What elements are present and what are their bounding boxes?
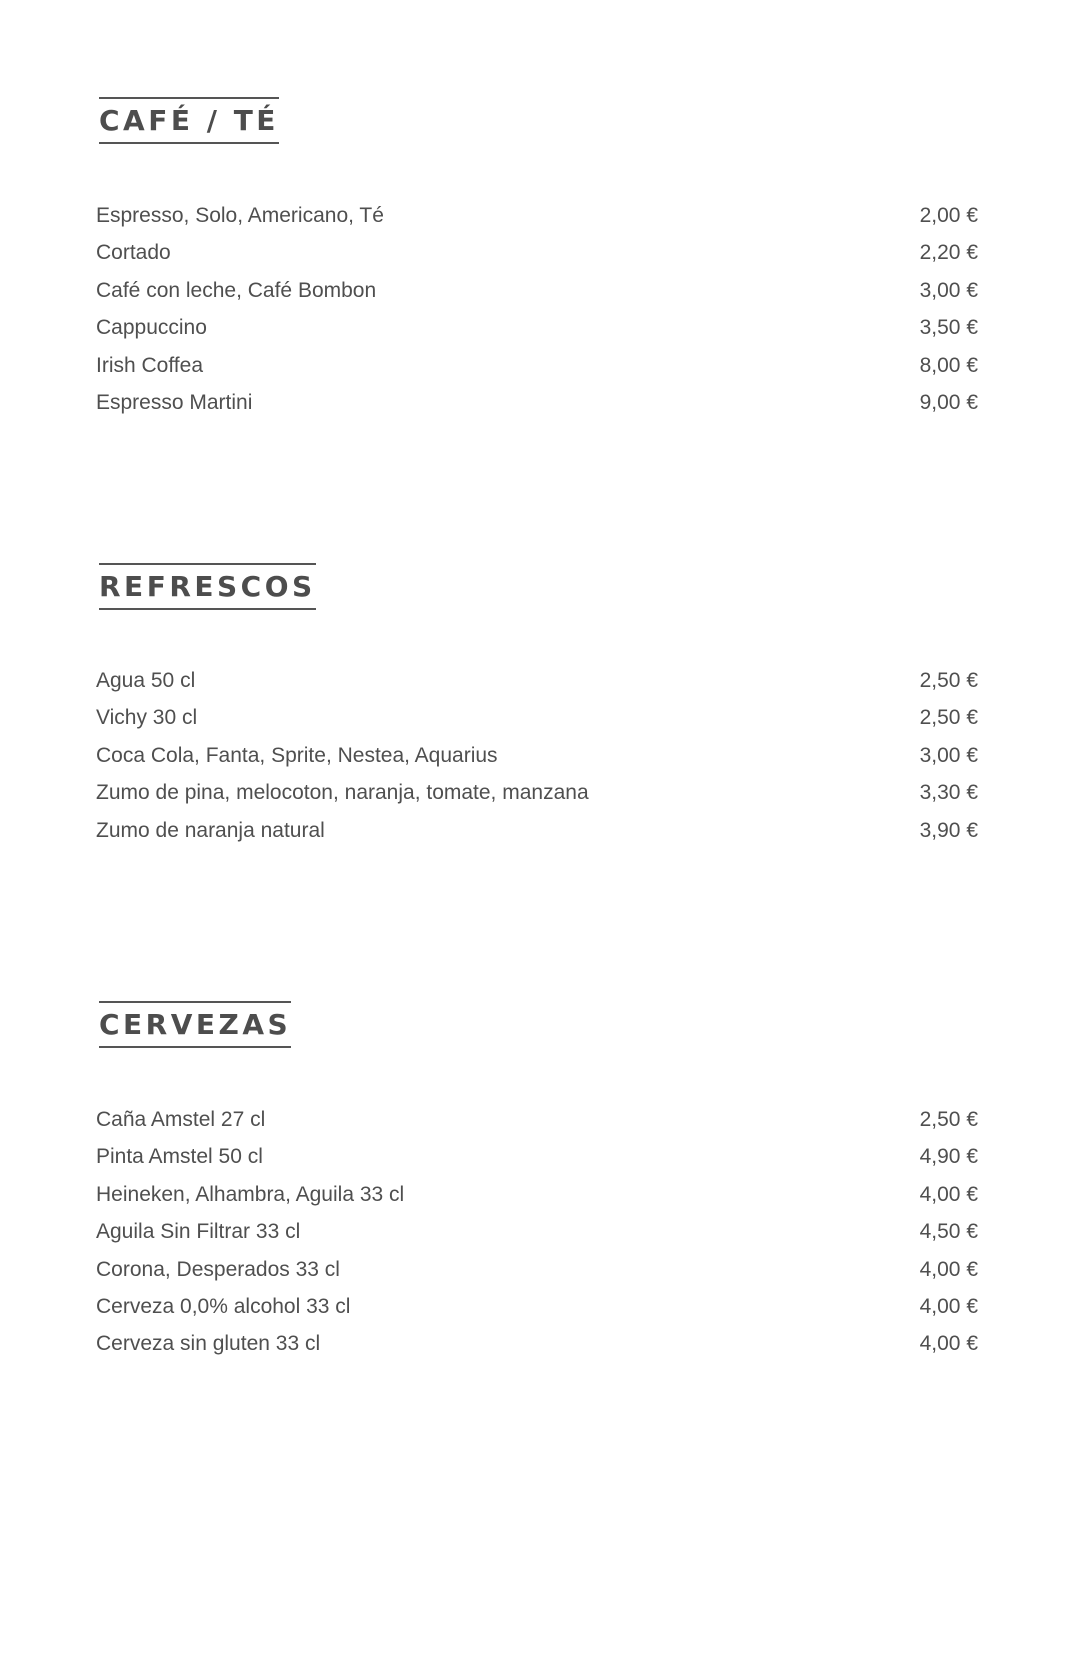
item-price: 3,00 € [919,278,978,302]
item-name: Agua 50 cl [96,669,196,692]
item-name: Pinta Amstel 50 cl [96,1145,263,1169]
item-name: Cerveza 0,0% alcohol 33 cl [96,1294,351,1318]
item-name: Vichy 30 cl [96,706,198,730]
menu-item [96,669,978,706]
menu-item [96,1220,978,1257]
menu-item [96,744,978,781]
item-price: 2,20 € [919,241,978,265]
menu-item [96,1258,978,1295]
item-name: Heineken, Alhambra, Aguila 33 cl [96,1182,405,1206]
item-price: 9,00 € [919,390,978,414]
menu-item [96,279,978,316]
item-price: 4,00 € [919,1257,978,1281]
menu-list-refrescos [96,669,978,856]
item-price: 4,00 € [919,1182,978,1206]
menu-item [96,1332,978,1369]
item-price: 2,50 € [919,706,978,730]
menu-item [96,706,978,743]
item-name: Zumo de pina, melocoton, naranja, tomate, manzana [96,781,589,805]
item-price: 3,00 € [919,743,978,767]
item-price: 3,90 € [919,818,978,842]
item-name: Coca Cola, Fanta, Sprite, Nestea, Aquarius [96,743,498,767]
item-name: Corona, Desperados 33 cl [96,1257,340,1281]
item-price: 4,00 € [919,1332,978,1356]
menu-item [96,391,978,428]
menu-list-cafe-te [96,204,978,428]
section-heading-cafe-te: CAFÉ / TÉ [99,97,279,144]
item-price: 8,00 € [919,353,978,377]
menu-item [96,819,978,856]
item-price: 4,00 € [919,1294,978,1318]
item-name: Café con leche, Café Bombon [96,278,377,302]
item-price: 2,50 € [919,669,978,692]
item-name: Caña Amstel 27 cl [96,1108,266,1131]
section-heading-refrescos: REFRESCOS [99,563,316,610]
item-name: Cerveza sin gluten 33 cl [96,1332,321,1356]
item-price: 4,90 € [919,1145,978,1169]
item-name: Irish Coffea [96,353,203,377]
menu-item [96,204,978,241]
menu-item [96,781,978,818]
menu-item [96,1108,978,1145]
item-price: 2,50 € [919,1108,978,1131]
item-name: Aguila Sin Filtrar 33 cl [96,1220,301,1244]
item-price: 2,00 € [919,204,978,227]
item-price: 4,50 € [919,1220,978,1244]
menu-item [96,1295,978,1332]
item-name: Espresso, Solo, Americano, Té [96,204,384,227]
menu-item [96,1183,978,1220]
menu-item [96,241,978,278]
section-heading-cervezas: CERVEZAS [99,1001,291,1048]
item-name: Zumo de naranja natural [96,818,325,842]
menu-item [96,1145,978,1182]
menu-list-cervezas [96,1108,978,1370]
item-name: Cortado [96,241,171,265]
menu-item [96,316,978,353]
item-name: Cappuccino [96,316,207,340]
item-price: 3,30 € [919,781,978,805]
item-price: 3,50 € [919,316,978,340]
item-name: Espresso Martini [96,390,253,414]
menu-item [96,354,978,391]
